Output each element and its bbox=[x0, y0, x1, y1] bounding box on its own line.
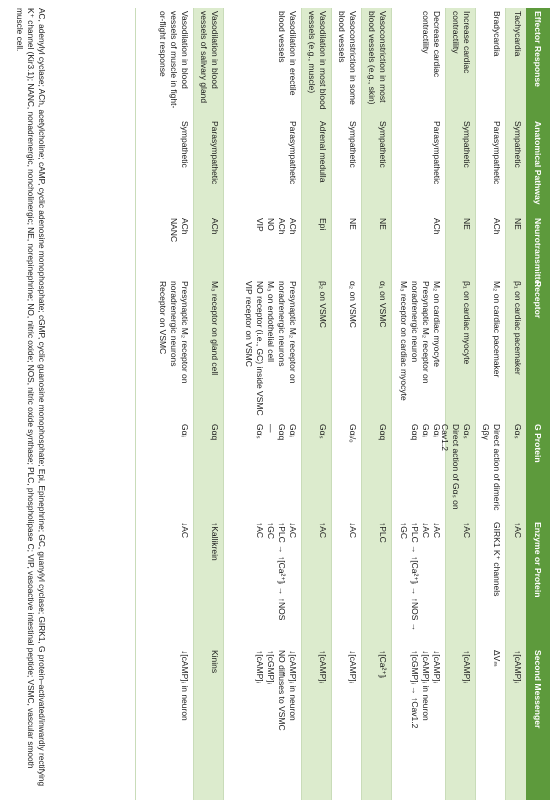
cell-line: ↑AC bbox=[462, 522, 472, 539]
cell-effector-response bbox=[362, 8, 391, 118]
cell-anatomical-pathway bbox=[506, 118, 526, 215]
cell-receptor bbox=[194, 278, 223, 421]
cell-line: α₂ on VSMC bbox=[348, 281, 358, 328]
cell-g-protein bbox=[506, 421, 526, 519]
cell-line: NE bbox=[348, 218, 358, 230]
cell-line: ↓AC bbox=[432, 522, 442, 539]
cell-line: Sympathetic bbox=[348, 121, 358, 168]
cell-line: Vasoconstriction in some blood vessels bbox=[337, 11, 358, 105]
cell-line: ↑[cAMP]ᵢ bbox=[255, 650, 265, 683]
cell-line: Receptor on VSMC bbox=[158, 281, 168, 355]
cell-neurotransmitter bbox=[392, 215, 445, 278]
cell-line: Parasympathetic bbox=[210, 121, 220, 185]
cell-anatomical-pathway bbox=[194, 118, 223, 215]
cell-neurotransmitter bbox=[224, 215, 301, 278]
col-receptor: Receptor bbox=[533, 281, 543, 319]
cell-receptor bbox=[302, 278, 331, 421]
cell-g-protein bbox=[392, 421, 445, 519]
cell-receptor bbox=[476, 278, 505, 421]
cell-g-protein bbox=[362, 421, 391, 519]
cell-line: Tachycardia bbox=[513, 11, 523, 57]
cell-line: ↓AC bbox=[421, 522, 431, 539]
cell-effector-response bbox=[332, 8, 361, 118]
cell-effector-response bbox=[302, 8, 331, 118]
cell-g-protein bbox=[440, 421, 475, 519]
cell-line: Parasympathetic bbox=[492, 121, 502, 185]
cell-line: NE bbox=[462, 218, 472, 230]
cell-enzyme-or-protein bbox=[392, 519, 445, 647]
cell-line: NO receptor (i.e., GC) inside VSMC bbox=[255, 281, 265, 416]
cell-neurotransmitter bbox=[506, 215, 526, 278]
cell-line: NE bbox=[513, 218, 523, 230]
cell-anatomical-pathway bbox=[332, 118, 361, 215]
cell-line: Gαq bbox=[378, 424, 388, 441]
cell-enzyme-or-protein bbox=[506, 519, 526, 647]
cell-line: β₁ on cardiac pacemaker bbox=[513, 281, 523, 375]
table-row bbox=[505, 8, 526, 800]
cell-second-messenger bbox=[194, 647, 223, 800]
cell-enzyme-or-protein bbox=[332, 519, 361, 647]
cell-effector-response bbox=[194, 8, 223, 118]
cell-second-messenger bbox=[446, 647, 475, 800]
cell-enzyme-or-protein bbox=[446, 519, 475, 647]
cell-neurotransmitter bbox=[136, 215, 193, 278]
cell-effector-response bbox=[506, 8, 526, 118]
cell-receptor bbox=[224, 278, 301, 421]
cell-line: Presynaptic M₂ receptor on noradrenergic neurons bbox=[277, 281, 298, 384]
cell-line: NO bbox=[266, 218, 276, 231]
cell-line: ↑AC bbox=[318, 522, 328, 539]
cell-neurotransmitter bbox=[362, 215, 391, 278]
cell-line: ACh bbox=[432, 218, 442, 235]
cell-line: ↑PLC bbox=[378, 522, 388, 543]
cell-line: ACh bbox=[180, 218, 190, 235]
cell-line: Vasodilation in blood vessels of salivary gland bbox=[199, 11, 220, 104]
table-row bbox=[361, 8, 391, 800]
cell-line: Gαᵢ bbox=[180, 424, 190, 437]
cell-line: VIP receptor on VSMC bbox=[244, 281, 254, 367]
col-enzyme-or-protein: Enzyme or Protein bbox=[533, 522, 543, 598]
cell-line: Gαₛ bbox=[462, 424, 472, 439]
col-second-messenger: Second Messenger bbox=[533, 650, 543, 729]
cell-second-messenger bbox=[362, 647, 391, 800]
cell-line: Parasympathetic bbox=[432, 121, 442, 185]
table-row bbox=[440, 8, 475, 800]
cell-line: Vasodilation in most blood vessels (e.g., muscle) bbox=[307, 11, 328, 110]
cell-line: Increase cardiac contractility bbox=[451, 11, 472, 74]
cell-line: Sympathetic bbox=[378, 121, 388, 168]
cell-g-protein bbox=[476, 421, 505, 519]
cell-line: Gαq bbox=[277, 424, 287, 441]
cell-line: Vasoconstriction in most blood vessels (e.g., skin) bbox=[367, 11, 388, 105]
cell-line: β₁ on cardiac myocyte bbox=[462, 281, 472, 365]
cell-line: NANC bbox=[169, 218, 179, 243]
cell-line: ACh bbox=[210, 218, 220, 235]
cell-line: α₁ on VSMC bbox=[378, 281, 388, 328]
cell-line: Gαq bbox=[410, 424, 420, 441]
cell-second-messenger bbox=[332, 647, 361, 800]
cell-line: M₂ on cardiac myocyte bbox=[432, 281, 442, 367]
cell-second-messenger bbox=[506, 647, 526, 800]
cell-g-protein bbox=[136, 421, 193, 519]
cell-line: ↓[cAMP]ᵢ in neuron bbox=[421, 650, 431, 721]
col-anatomical-pathway: Anatomical Pathway bbox=[533, 121, 543, 205]
cell-line: NE bbox=[378, 218, 388, 230]
cell-second-messenger bbox=[302, 647, 331, 800]
cell-g-protein bbox=[302, 421, 331, 519]
cell-line: Gαq bbox=[210, 424, 220, 441]
table-row bbox=[331, 8, 361, 800]
cell-enzyme-or-protein bbox=[224, 519, 301, 647]
table-row bbox=[475, 8, 505, 800]
cell-enzyme-or-protein bbox=[302, 519, 331, 647]
cell-effector-response bbox=[392, 8, 445, 118]
cell-line: ↑[cAMP]ᵢ bbox=[462, 650, 472, 683]
cell-line: M₂ on cardiac pacemaker bbox=[492, 281, 502, 378]
cell-anatomical-pathway bbox=[224, 118, 301, 215]
cell-line: — bbox=[266, 424, 276, 433]
cell-line: Parasympathetic bbox=[288, 121, 298, 185]
table-footnote: AC, adenylyl cyclase; ACh, acetylcholine; cAMP, cyclic adenosine monophosphate; cGMP, cyclic guanosine monophosphate; Epi, Epinephrine; GC, guanylyl cyclase; GIRK1, G protein–activated/inwardly rectifying K⁺ channel (Kir3.1); NANC, nonadrenergic, noncholinergic; NE, norepinephrine; NO, nitric oxide; NOS, nitric oxide synthase; PLC, phospholipase C; VIP, vasoactive intestinal peptide; VSMC, vascular smooth muscle cell. bbox=[15, 8, 47, 787]
cell-line: ↓AC bbox=[348, 522, 358, 539]
cell-line: Gαᵢ/ₒ bbox=[348, 424, 358, 443]
cell-anatomical-pathway bbox=[392, 118, 445, 215]
cell-line: Epi bbox=[318, 218, 328, 231]
cell-line: GIRK1 K⁺ channels bbox=[492, 522, 502, 597]
cell-effector-response bbox=[224, 8, 301, 118]
cell-line: Sympathetic bbox=[462, 121, 472, 168]
receptor-signaling-table bbox=[50, 8, 550, 800]
table-row bbox=[135, 8, 193, 800]
cell-line: Direct action of Gαₛ on Cav1.2 bbox=[440, 424, 461, 510]
cell-line: Vasodilation in erectile blood vessels bbox=[277, 11, 298, 96]
cell-enzyme-or-protein bbox=[194, 519, 223, 647]
cell-neurotransmitter bbox=[332, 215, 361, 278]
cell-second-messenger bbox=[224, 647, 301, 800]
cell-anatomical-pathway bbox=[446, 118, 475, 215]
table-body bbox=[135, 8, 526, 800]
cell-line: Presynaptic M₂ receptor on noradrenergic neuron bbox=[410, 281, 431, 384]
cell-receptor bbox=[136, 278, 193, 421]
cell-g-protein bbox=[194, 421, 223, 519]
cell-line: ΔVₘ bbox=[492, 650, 502, 667]
cell-line: ↑AC bbox=[255, 522, 265, 539]
cell-line: ↑GC bbox=[266, 522, 276, 539]
cell-line: ACh bbox=[492, 218, 502, 235]
cell-line: Sympathetic bbox=[513, 121, 523, 168]
cell-enzyme-or-protein bbox=[362, 519, 391, 647]
cell-line: Vasodilation in blood vessels of muscle in fight-or-flight response bbox=[158, 11, 190, 109]
cell-receptor bbox=[332, 278, 361, 421]
col-neurotransmitter: Neurotransmitter bbox=[533, 218, 543, 288]
cell-line: Kinins bbox=[210, 650, 220, 674]
col-g-protein: G Protein bbox=[533, 424, 543, 463]
cell-neurotransmitter bbox=[194, 215, 223, 278]
cell-line: ↑[cAMP]ᵢ bbox=[318, 650, 328, 683]
cell-effector-response bbox=[476, 8, 505, 118]
cell-receptor bbox=[362, 278, 391, 421]
cell-line: M₃ receptor on cardiac myocyte bbox=[399, 281, 409, 401]
cell-line: ACh bbox=[277, 218, 287, 235]
table-header bbox=[526, 8, 550, 800]
col-effector-response: Effector Response bbox=[533, 11, 543, 87]
cell-g-protein bbox=[332, 421, 361, 519]
cell-line: Gαᵢ bbox=[288, 424, 298, 437]
cell-anatomical-pathway bbox=[302, 118, 331, 215]
cell-line: M₃ receptor on gland cell bbox=[210, 281, 220, 376]
cell-line: Adrenal medulla bbox=[318, 121, 328, 183]
cell-g-protein bbox=[224, 421, 301, 519]
cell-line: ↓[cAMP]ᵢ in neuron bbox=[288, 650, 298, 721]
table-row bbox=[223, 8, 301, 800]
cell-effector-response bbox=[136, 8, 193, 118]
cell-line: β₂ on VSMC bbox=[318, 281, 328, 328]
cell-line: NO diffuses to VSMC bbox=[277, 650, 287, 731]
cell-line: Gαₛ bbox=[255, 424, 265, 439]
cell-line: VIP bbox=[255, 218, 265, 232]
cell-line: ↓[cAMP]ᵢ bbox=[432, 650, 442, 683]
cell-line: ↑Kallikrein bbox=[210, 522, 220, 561]
cell-line: Sympathetic bbox=[180, 121, 190, 168]
cell-second-messenger bbox=[476, 647, 505, 800]
cell-line: ↑[cGMP]ᵢ bbox=[266, 650, 276, 684]
cell-line: Gαᵢ bbox=[432, 424, 442, 437]
cell-enzyme-or-protein bbox=[136, 519, 193, 647]
cell-effector-response bbox=[446, 8, 475, 118]
cell-line: Gαₛ bbox=[513, 424, 523, 439]
cell-neurotransmitter bbox=[302, 215, 331, 278]
cell-line: Presynaptic M₂ receptor on noradrenergic neurons bbox=[169, 281, 190, 384]
cell-line: ↑PLC → ↑[Ca²⁺]ᵢ → ↑NOS bbox=[277, 522, 287, 621]
table-row bbox=[193, 8, 223, 800]
cell-line: ACh bbox=[288, 218, 298, 235]
cell-line: ↑[cGMP]ᵢ → ↑Cav1.2 bbox=[410, 650, 420, 729]
cell-line: ↑[cAMP]ᵢ bbox=[513, 650, 523, 683]
cell-enzyme-or-protein bbox=[476, 519, 505, 647]
cell-line: Decrease cardiac contractility bbox=[421, 11, 442, 78]
cell-second-messenger bbox=[392, 647, 445, 800]
cell-line: ↓[cAMP]ᵢ bbox=[348, 650, 358, 683]
cell-neurotransmitter bbox=[476, 215, 505, 278]
cell-line: M₃ on endothelial cell bbox=[266, 281, 276, 362]
cell-receptor bbox=[392, 278, 445, 421]
table-row bbox=[301, 8, 331, 800]
cell-anatomical-pathway bbox=[476, 118, 505, 215]
cell-receptor bbox=[506, 278, 526, 421]
cell-line: ↓[cAMP]ᵢ in neuron bbox=[180, 650, 190, 721]
cell-line: ↑AC bbox=[513, 522, 523, 539]
table-row bbox=[391, 8, 445, 800]
cell-line: Direct action of dimeric Gβγ bbox=[481, 424, 502, 511]
cell-line: Gαₛ bbox=[318, 424, 328, 439]
cell-line: ↓AC bbox=[288, 522, 298, 539]
cell-line: ↑PLC → ↑[Ca²⁺]ᵢ → ↑NOS → ↑GC bbox=[399, 522, 420, 632]
cell-line: ↓AC bbox=[180, 522, 190, 539]
cell-neurotransmitter bbox=[446, 215, 475, 278]
cell-line: Gαᵢ bbox=[421, 424, 431, 437]
cell-anatomical-pathway bbox=[362, 118, 391, 215]
cell-anatomical-pathway bbox=[136, 118, 193, 215]
cell-second-messenger bbox=[136, 647, 193, 800]
cell-line: Bradycardia bbox=[492, 11, 502, 57]
cell-line: ↑[Ca²⁺]ᵢ bbox=[378, 650, 388, 679]
cell-receptor bbox=[446, 278, 475, 421]
